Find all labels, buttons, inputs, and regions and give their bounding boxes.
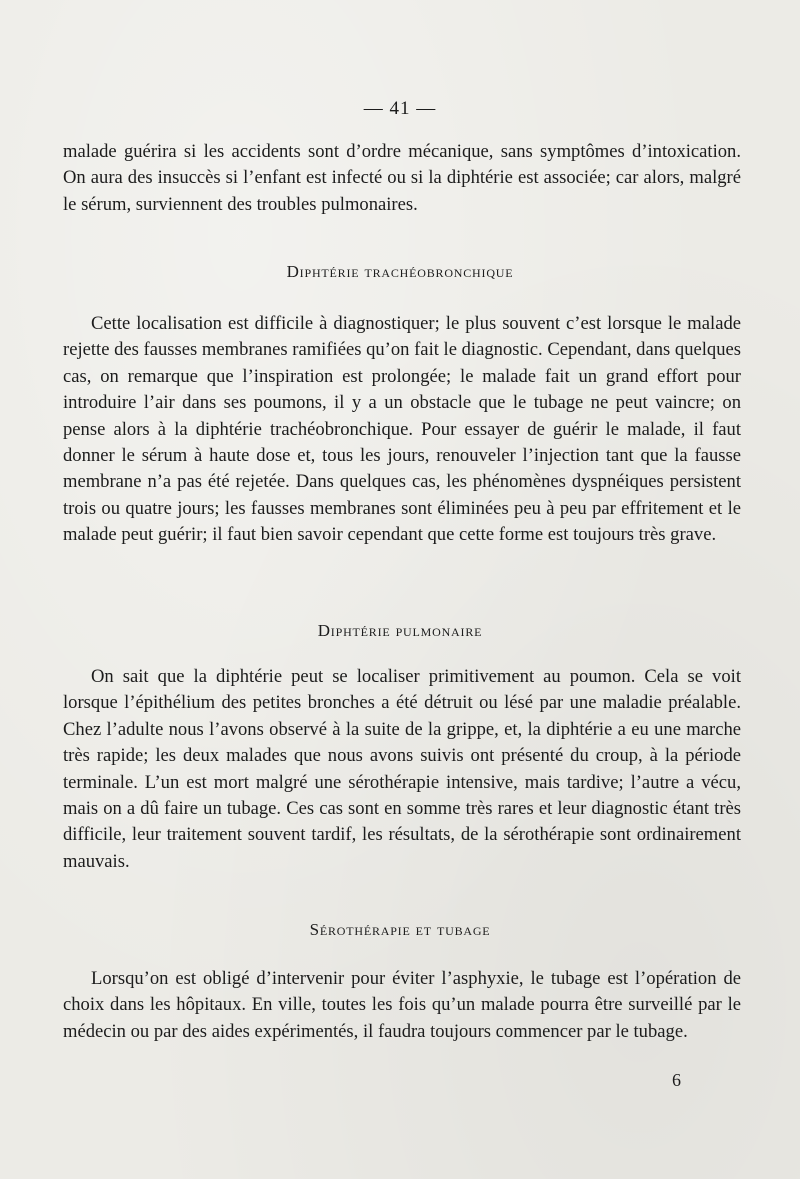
signature-mark: 6 [672,1070,681,1090]
paragraph-tracheobronchique: Cette localisation est difficile à diagnostiquer; le plus souvent c’est lorsque le malade rejette des fausses membranes ramifiées qu’on fait le diagnostic. Cependant, dans quelques cas, on remarque que l’inspiration est prolongée; le malade fait un grand effort pour introduire l’air dans ses poumons, il y a un obstacle que le tubage ne peut vaincre; on pense alors à la diphtérie trachéobronchique. Pour essayer de guérir le malade, il faut donner le sérum à haute dose et, tous les jours, renouveler l’injection tant que la fausse membrane n’a pas été rejetée. Dans quelques cas, les phénomènes dyspnéiques persistent trois ou quatre jours; les fausses membranes sont éliminées peu à peu par effritement et le malade peut guérir; il faut bien savoir cependant que cette forme est toujours très grave. [63,313,741,546]
section-heading-tracheobronchique: Diphtérie trachéobronchique [286,262,514,281]
paragraph-pulmonaire: On sait que la diphtérie peut se localiser primitivement au poumon. Cela se voit lorsque l’épithélium des petites bronches a été détruit ou lésé par une maladie préalable. Chez l’adulte nous l’avons observé à la suite de la grippe, et, la diphtérie a eu une marche très rapide; les deux malades que nous avons suivis ont présenté du croup, à la période terminale. L’un est mort malgré une sérothérapie intensive, mais tardive; l’autre a vécu, mais on a dû faire un tubage. Ces cas sont en somme très rares et leur diagnostic étant très difficile, leur traitement souvent tardif, les résultats, de la sérothérapie sont ordinairement mauvais. [63,666,741,872]
section-heading-serotherapie: Sérothérapie et tubage [309,920,491,939]
paragraph-serotherapie: Lorsqu’on est obligé d’intervenir pour éviter l’asphyxie, le tubage est l’opération de choix dans les hôpitaux. En ville, toutes les fois qu’un malade pourra être surveillé par le médecin ou par des aides expérimentés, il faudra toujours commencer par le tubage. [63,968,741,1042]
section-heading-pulmonaire: Diphtérie pulmonaire [317,621,483,640]
page-number: — 41 — [363,98,437,119]
paragraph-continuation: malade guérira si les accidents sont d’ordre mécanique, sans symptômes d’intoxication. On aura des insuccès si l’enfant est infecté ou si la diphtérie est associée; car alors, malgré le sérum, surviennent des troubles pulmonaires. [63,141,741,215]
